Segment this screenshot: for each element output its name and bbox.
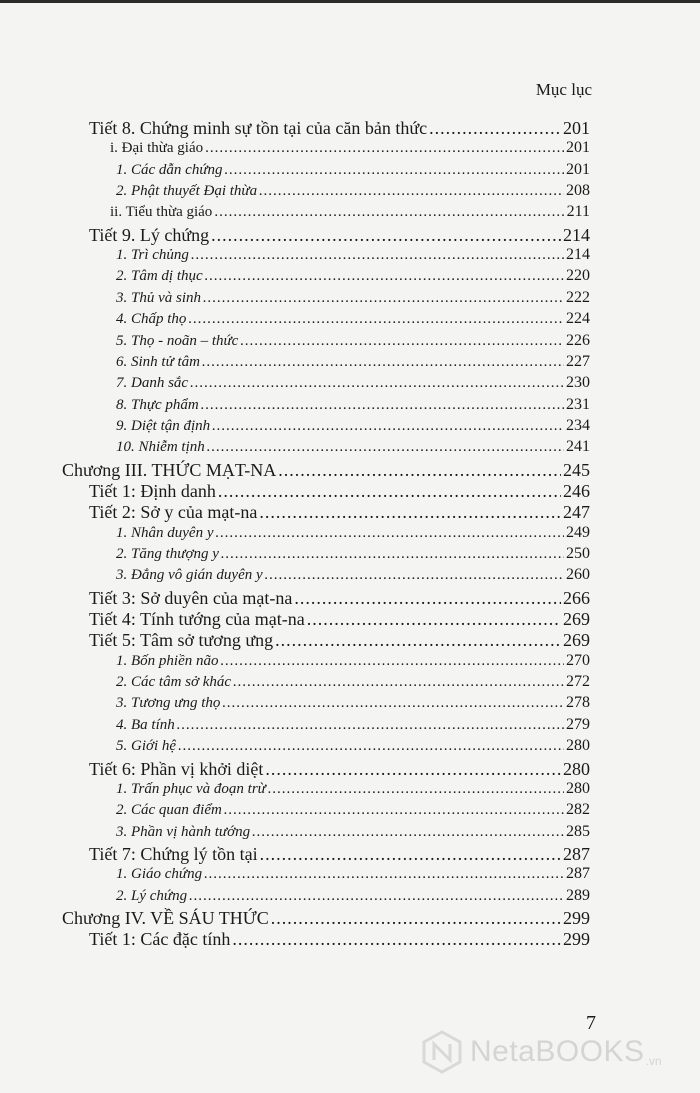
toc-entry: [89, 118, 590, 139]
dot-leader: [191, 247, 564, 264]
dot-leader: [190, 375, 564, 392]
toc-entry-label: 1. Các dẫn chứng: [116, 161, 223, 178]
toc-entry-page: 201: [566, 160, 590, 178]
toc-entry: [116, 182, 590, 200]
toc-entry-page: 226: [566, 331, 590, 349]
running-head: Mục lục: [535, 80, 592, 99]
toc-entry: [89, 759, 590, 780]
toc-entry-label: i. Đại thừa giáo: [110, 140, 204, 157]
toc-entry-label: ii. Tiểu thừa giáo: [110, 204, 213, 221]
watermark: [420, 1030, 662, 1074]
toc-entry: [89, 844, 590, 865]
top-edge-line: [0, 0, 700, 3]
dot-leader: [177, 717, 564, 734]
dot-leader: [188, 311, 564, 328]
dot-leader: [201, 397, 564, 414]
dot-leader: [224, 802, 564, 819]
toc-entry: [116, 865, 590, 883]
dot-leader: [215, 525, 564, 542]
toc-entry-label: 1. Trấn phục và đoạn trừ: [116, 780, 266, 797]
toc-entry: [89, 630, 590, 651]
toc-entry-page: 269: [563, 609, 590, 630]
toc-entry: [89, 481, 590, 502]
toc-entry-label: 6. Sinh tử tâm: [116, 353, 201, 370]
toc-entry-page: 201: [566, 139, 590, 157]
toc-entry: [116, 887, 590, 905]
toc-entry: [110, 139, 590, 157]
toc-entry: [116, 353, 590, 371]
dot-leader: [203, 290, 564, 307]
toc-entry-label: 4. Chấp thọ: [116, 311, 187, 328]
dot-leader: [205, 140, 564, 157]
dot-leader: [207, 439, 564, 456]
toc-entry-page: 287: [566, 865, 590, 883]
dot-leader: [232, 929, 561, 950]
toc-entry-page: 278: [566, 694, 590, 712]
toc-entry: [116, 332, 590, 350]
dot-leader: [221, 546, 564, 563]
netabooks-logo-icon: [420, 1030, 464, 1074]
toc-entry: [116, 417, 590, 435]
toc-entry-label: 3. Thủ và sinh: [116, 289, 202, 306]
toc-entry-page: 299: [563, 929, 590, 950]
toc-entry-page: 234: [566, 416, 590, 434]
toc-entry-page: 211: [566, 203, 590, 221]
dot-leader: [218, 481, 561, 502]
toc-entry-label: Tiết 1: Định danh: [89, 480, 216, 501]
dot-leader: [278, 460, 561, 481]
toc-entry: [116, 310, 590, 328]
toc-entry: [89, 609, 590, 630]
dot-leader: [214, 204, 564, 221]
dot-leader: [212, 418, 564, 435]
toc-entry: [116, 652, 590, 670]
toc-entry-label: 4. Ba tính: [116, 716, 175, 733]
toc-entry-page: 282: [566, 801, 590, 819]
toc-entry-page: 247: [563, 502, 590, 523]
toc-entry: [116, 396, 590, 414]
toc-entry-label: 3. Đẳng vô gián duyên y: [116, 567, 263, 584]
toc-entry: [116, 246, 590, 264]
dot-leader: [178, 738, 564, 755]
dot-leader: [260, 844, 561, 865]
dot-leader: [205, 268, 564, 285]
dot-leader: [259, 183, 564, 200]
toc-entry-page: 266: [563, 587, 590, 608]
toc-entry-page: 214: [566, 246, 590, 264]
toc-entry-page: 231: [566, 395, 590, 413]
toc-entry: [116, 673, 590, 691]
toc-entry: [116, 716, 590, 734]
toc-entry-label: 3. Tương ưng thọ: [116, 695, 221, 712]
dot-leader: [240, 333, 564, 350]
dot-leader: [271, 908, 561, 929]
toc-entry-page: 289: [566, 886, 590, 904]
toc-entry-page: 279: [566, 715, 590, 733]
toc-entry-page: 272: [566, 673, 590, 691]
toc-entry: [116, 566, 590, 584]
toc-entry-page: 280: [563, 758, 590, 779]
toc-entry-page: 224: [566, 310, 590, 328]
toc-entry-label: 3. Phần vị hành tướng: [116, 823, 251, 840]
toc-entry-page: 201: [563, 118, 590, 138]
dot-leader: [294, 588, 561, 609]
toc-entry-label: 2. Các quan điểm: [116, 802, 222, 819]
toc-entry-label: 5. Thọ - noãn – thức: [116, 332, 239, 349]
toc-entry-label: 2. Tâm dị thục: [116, 268, 203, 285]
toc-entry-label: 7. Danh sắc: [116, 375, 189, 392]
toc-entry-page: 285: [566, 822, 590, 840]
dot-leader: [259, 502, 561, 523]
toc-entry-page: 260: [566, 566, 590, 584]
toc-entry: [116, 289, 590, 307]
toc-entry-label: 10. Nhiễm tịnh: [116, 439, 205, 456]
toc-entry-page: 220: [566, 267, 590, 285]
toc-entry: [89, 588, 590, 609]
dot-leader: [265, 567, 564, 584]
toc-entry-label: Tiết 5: Tâm sở tương ưng: [89, 630, 274, 651]
toc-entry: [89, 225, 590, 246]
toc-entry: [116, 780, 590, 798]
dot-leader: [221, 653, 565, 670]
toc-entry-label: Tiết 9. Lý chứng: [89, 224, 210, 245]
toc-entry-page: 241: [566, 438, 590, 456]
toc-entry-label: Chương IV. VỀ SÁU THỨC: [62, 907, 269, 928]
toc-entry-label: Tiết 8. Chứng minh sự tồn tại của căn bản thức: [89, 118, 428, 138]
toc-entry-page: 270: [566, 651, 590, 669]
toc-entry: [116, 438, 590, 456]
dot-leader: [268, 781, 564, 798]
toc-entry-label: Tiết 2: Sở y của mạt-na: [89, 502, 258, 523]
toc-entry-label: 5. Giới hệ: [116, 738, 177, 755]
toc-entry-page: 269: [563, 630, 590, 651]
toc-entry-page: 227: [566, 352, 590, 370]
toc-entry-label: Chương III. THỨC MẠT-NA: [62, 459, 277, 480]
toc-entry-page: 249: [566, 523, 590, 541]
toc-entry: [116, 524, 590, 542]
dot-leader: [211, 225, 561, 246]
toc-entry: [116, 737, 590, 755]
toc-entry-label: Tiết 1: Các đặc tính: [89, 929, 231, 950]
toc-entry-page: 287: [563, 843, 590, 864]
toc-entry-label: Tiết 6: Phần vị khởi diệt: [89, 758, 264, 779]
toc-entry-page: 245: [563, 459, 590, 480]
toc-entry-label: 1. Trì chủng: [116, 247, 189, 264]
page-number: 7: [586, 1012, 596, 1034]
dot-leader: [429, 118, 561, 139]
toc-entry: [116, 161, 590, 179]
toc-entry-label: 1. Nhân duyên y: [116, 524, 214, 541]
toc-entry-label: 1. Bốn phiền não: [116, 652, 219, 669]
toc-entry: [116, 545, 590, 563]
toc-entry-label: 2. Tăng thượng y: [116, 546, 219, 562]
toc-entry-label: Tiết 4: Tính tướng của mạt-na: [89, 609, 305, 630]
dot-leader: [307, 609, 561, 630]
toc-entry: [62, 460, 590, 481]
toc-entry-page: 246: [563, 480, 590, 501]
toc-entry-label: 2. Các tâm sở khác: [116, 674, 232, 691]
toc-entry-label: 2. Phật thuyết Đại thừa: [116, 183, 258, 200]
toc-entry: [116, 374, 590, 392]
toc-entry: [116, 823, 590, 841]
watermark-text: NetaBOOKS: [470, 1035, 645, 1068]
toc-entry-page: 214: [563, 224, 590, 245]
watermark-suffix: .vn: [645, 1054, 662, 1068]
toc-entry-page: 280: [566, 737, 590, 755]
dot-leader: [265, 759, 561, 780]
toc-entry-page: 250: [566, 545, 590, 562]
dot-leader: [189, 888, 564, 905]
dot-leader: [202, 354, 564, 371]
toc-entry-page: 230: [566, 374, 590, 392]
toc-entry: [116, 801, 590, 819]
toc-entry-page: 280: [566, 779, 590, 797]
toc-entry: [110, 203, 590, 221]
dot-leader: [204, 866, 564, 883]
dot-leader: [252, 824, 564, 841]
toc-entry-page: 299: [563, 907, 590, 928]
toc-entry-label: 9. Diệt tận định: [116, 417, 211, 434]
dot-leader: [233, 674, 564, 691]
toc-entry-label: Tiết 3: Sở duyên của mạt-na: [89, 587, 293, 608]
toc-entry-label: Tiết 7: Chứng lý tồn tại: [89, 843, 258, 864]
toc-entry: [116, 267, 590, 285]
toc-entry-page: 208: [566, 182, 590, 200]
toc-entry: [89, 929, 590, 950]
toc-entry-label: 2. Lý chứng: [116, 887, 188, 904]
toc-entry: [89, 502, 590, 523]
toc-entry: [62, 908, 590, 929]
dot-leader: [275, 630, 561, 651]
toc-entry-label: 8. Thực phẩm: [116, 396, 199, 413]
toc-entry-label: 1. Giáo chứng: [116, 866, 203, 883]
dot-leader: [225, 162, 564, 179]
dot-leader: [222, 695, 564, 712]
toc-entry-page: 222: [566, 288, 590, 306]
toc-entry: [116, 694, 590, 712]
